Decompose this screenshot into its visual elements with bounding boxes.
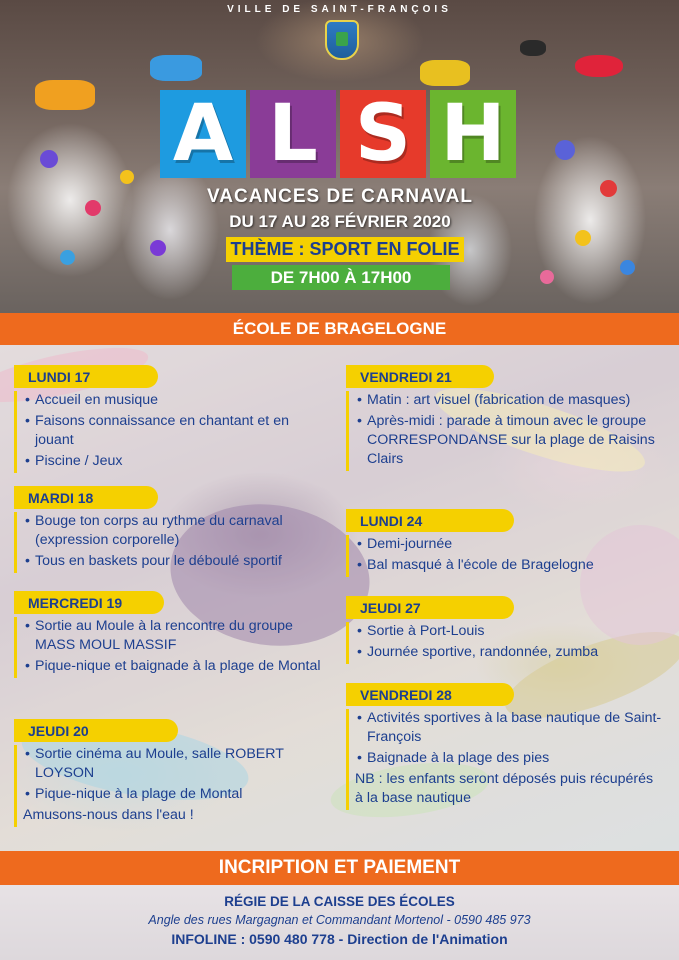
city-crest-icon: [325, 20, 359, 60]
day-heading-mercredi-19: MERCREDI 19: [14, 591, 164, 614]
title-letter-a: A: [160, 90, 246, 178]
decor-dot: [120, 170, 134, 184]
decor-mask: [520, 40, 546, 56]
decor-dot: [575, 230, 591, 246]
hours-banner: DE 7H00 À 17H00: [232, 265, 450, 290]
day-heading-lundi-24: LUNDI 24: [346, 509, 514, 532]
decor-dot: [555, 140, 575, 160]
decor-dot: [620, 260, 635, 275]
program-section: [0, 345, 679, 851]
activity-item: • Faisons connaissance en chantant et en jouant: [25, 412, 329, 450]
decor-dot: [60, 250, 75, 265]
title-letter-s: S: [340, 90, 426, 178]
title-letter-l: L: [250, 90, 336, 178]
activity-item: • Baignade à la plage des pies: [357, 749, 664, 768]
decor-dot: [600, 180, 617, 197]
infoline: INFOLINE : 0590 480 778 - Direction de l'Animation: [171, 931, 508, 947]
activity-item: • Accueil en musique: [25, 391, 329, 410]
decor-crown: [35, 80, 95, 110]
organization-name: RÉGIE DE LA CAISSE DES ÉCOLES: [224, 894, 455, 909]
day-activities-vendredi-21: [346, 391, 664, 471]
decor-dot: [540, 270, 554, 284]
activity-item: • Bouge ton corps au rythme du carnaval (expression corporelle): [25, 512, 329, 550]
day-activities-mercredi-19: [14, 617, 329, 678]
day-heading-lundi-17: LUNDI 17: [14, 365, 158, 388]
decor-crown: [420, 60, 470, 86]
activity-item: • Piscine / Jeux: [25, 452, 329, 471]
hero-photo: [0, 0, 679, 313]
subtitle: VACANCES DE CARNAVAL: [207, 186, 473, 207]
activity-item: • Journée sportive, randonnée, zumba: [357, 643, 664, 662]
day-activities-jeudi-20: [14, 745, 329, 827]
activity-item: • Tous en baskets pour le déboulé sportif: [25, 552, 329, 571]
day-activities-lundi-24: [346, 535, 664, 577]
activity-item: • Matin : art visuel (fabrication de masques): [357, 391, 664, 410]
activity-item: • Sortie au Moule à la rencontre du groupe MASS MOUL MASSIF: [25, 617, 329, 655]
activity-item: • Pique-nique à la plage de Montal: [25, 785, 329, 804]
day-heading-jeudi-20: JEUDI 20: [14, 719, 178, 742]
day-heading-jeudi-27: JEUDI 27: [346, 596, 514, 619]
day-heading-mardi-18: MARDI 18: [14, 486, 158, 509]
decor-dot: [40, 150, 58, 168]
day-heading-vendredi-28: VENDREDI 28: [346, 683, 514, 706]
title-letter-h: H: [430, 90, 516, 178]
inscription-banner: INCRIPTION ET PAIEMENT: [0, 851, 679, 885]
contact-footer: [0, 885, 679, 960]
activity-item: • Sortie à Port-Louis: [357, 622, 664, 641]
decor-dot: [85, 200, 101, 216]
date-range: DU 17 AU 28 FÉVRIER 2020: [229, 212, 451, 231]
activity-item: • Bal masqué à l'école de Bragelogne: [357, 556, 664, 575]
decor-dot: [150, 240, 166, 256]
decor-crown: [150, 55, 202, 81]
day-activities-jeudi-27: [346, 622, 664, 664]
school-banner: ÉCOLE DE BRAGELOGNE: [0, 313, 679, 345]
address-line: Angle des rues Margagnan et Commandant Mortenol - 0590 485 973: [148, 913, 531, 927]
activity-item: • Après-midi : parade à timoun avec le groupe CORRESPONDANSE sur la plage de Raisins Clairs: [357, 412, 664, 469]
decor-mask: [575, 55, 623, 77]
city-label: VILLE DE SAINT-FRANÇOIS: [227, 4, 452, 15]
activity-item: • Demi-journée: [357, 535, 664, 554]
day-heading-vendredi-21: VENDREDI 21: [346, 365, 494, 388]
day-activities-vendredi-28: [346, 709, 664, 810]
activity-note: Amusons-nous dans l'eau !: [23, 807, 194, 823]
activity-note: NB : les enfants seront déposés puis récupérés à la base nautique: [355, 771, 654, 806]
theme-banner: THÈME : SPORT EN FOLIE: [226, 237, 464, 262]
activity-item: • Activités sportives à la base nautique de Saint-François: [357, 709, 664, 747]
day-activities-mardi-18: [14, 512, 329, 573]
alsh-title: [160, 90, 520, 180]
activity-item: • Sortie cinéma au Moule, salle ROBERT LOYSON: [25, 745, 329, 783]
activity-item: • Pique-nique et baignade à la plage de Montal: [25, 657, 329, 676]
day-activities-lundi-17: [14, 391, 329, 473]
